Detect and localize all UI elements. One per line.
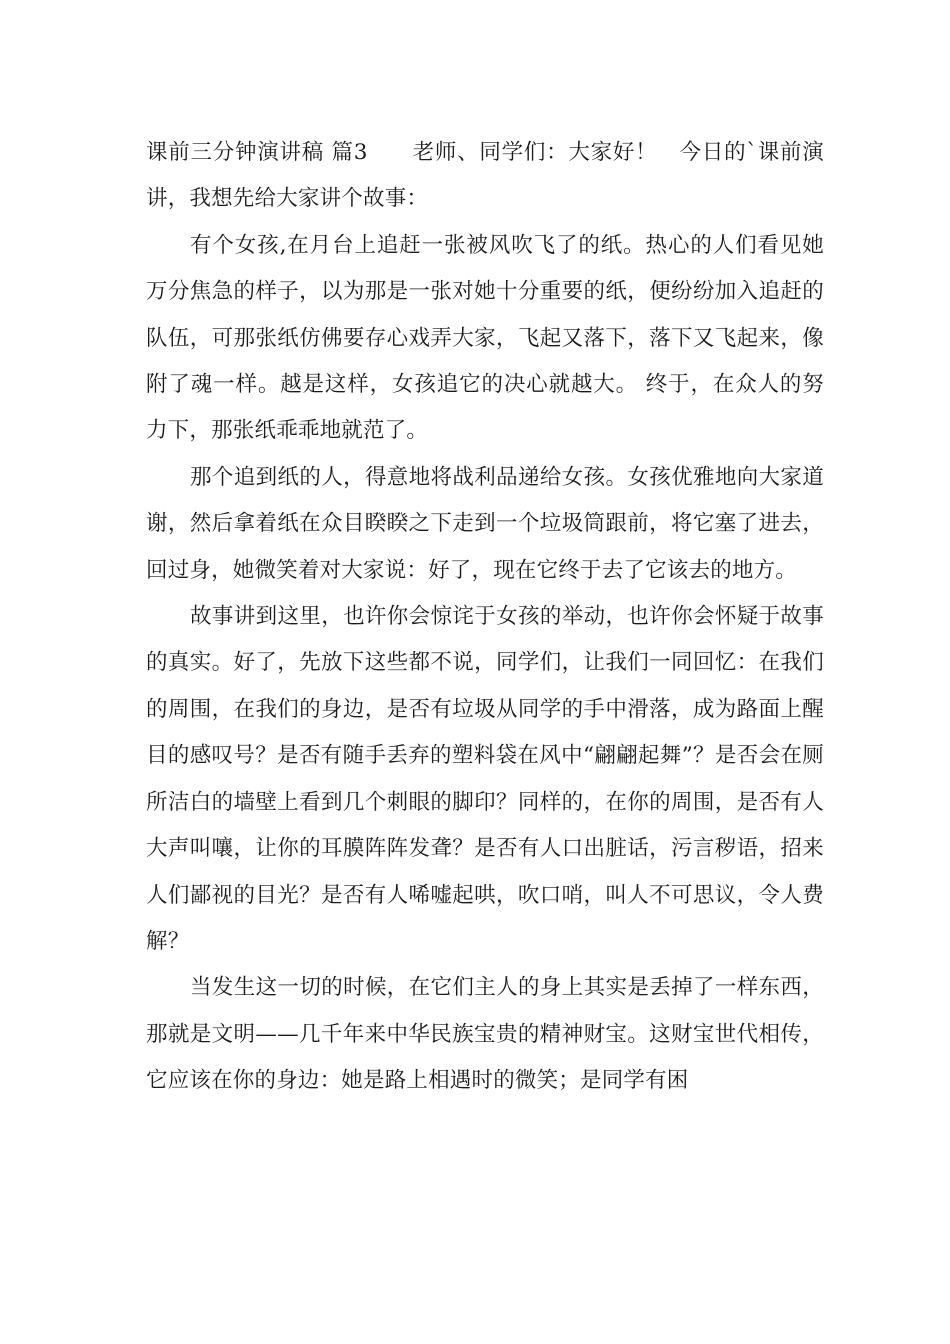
paragraph-title-intro: 课前三分钟演讲稿 篇3 老师、同学们：大家好！ 今日的`课前演讲，我想先给大家讲个故事：	[146, 140, 824, 212]
paragraph-story-start: 有个女孩,在月台上追赶一张被风吹飞了的纸。热心的人们看见她万分焦急的样子，以为那是一张对她十分重要的纸，便纷纷加入追赶的队伍，可那张纸仿佛要存心戏弄大家，飞起又落下，落下又飞起来，像附了魂一样。越是这样，女孩追它的决心就越大。 终于，在众人的努力下，那张纸乖乖地就范了。	[146, 232, 824, 444]
paragraph-civilization: 当发生这一切的时候，在它们主人的身上其实是丢掉了一样东西，那就是文明——几千年来中华民族宝贵的精神财宝。这财宝世代相传，它应该在你的身边：她是路上相遇时的微笑；是同学有困	[146, 975, 824, 1094]
document-body	[146, 130, 824, 1105]
paragraph-story-end: 那个追到纸的人，得意地将战利品递给女孩。女孩优雅地向大家道谢，然后拿着纸在众目睽睽之下走到一个垃圾筒跟前，将它塞了进去，回过身，她微笑着对大家说：好了，现在它终于去了它该去的地方。	[146, 464, 824, 583]
paragraph-reflection: 故事讲到这里，也许你会惊诧于女孩的举动，也许你会怀疑于故事的真实。好了，先放下这些都不说，同学们，让我们一同回忆：在我们的周围，在我们的身边，是否有垃圾从同学的手中滑落，成为路面上醒目的感叹号？是否有随手丢弃的塑料袋在风中“翩翩起舞”？是否会在厕所洁白的墙壁上看到几个刺眼的脚印？同样的，在你的周围，是否有人大声叫嚷，让你的耳膜阵阵发聋？是否有人口出脏话，污言秽语，招来人们鄙视的目光？是否有人唏嘘起哄，吹口哨，叫人不可思议，令人费解？	[146, 604, 824, 954]
